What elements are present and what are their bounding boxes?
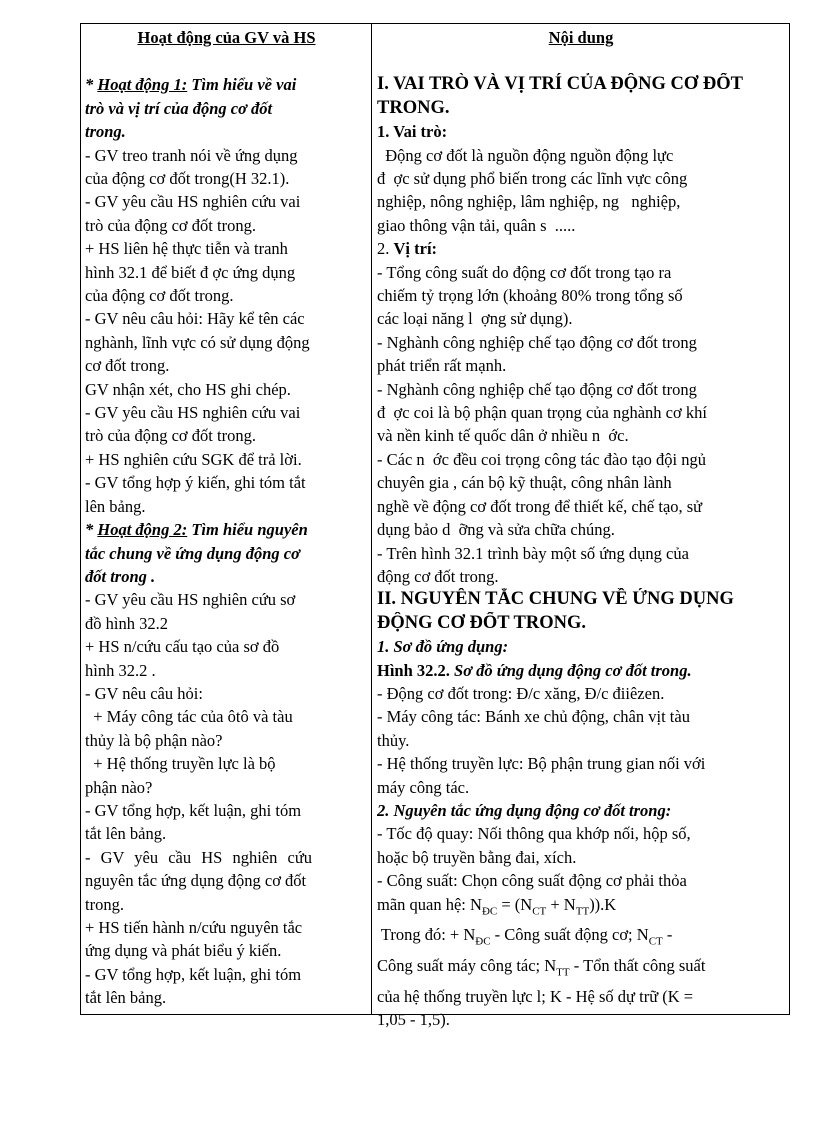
text-line: - GV nêu câu hỏi: (85, 683, 203, 703)
text-line: - GV yêu cầu HS nghiên cứu sơ (85, 590, 296, 610)
text-line: - GV yêu cầu HS nghiên cứu vai (85, 403, 301, 423)
text-line: + Máy công tác của ôtô và tàu (85, 707, 293, 727)
lesson-table (80, 23, 790, 1030)
text-line: lên bảng. (85, 496, 146, 516)
text-line: chiếm tỷ trọng lớn (khoảng 80% trong tổng số (377, 286, 683, 306)
text-line: đ ợc coi là bộ phận quan trọng của nghành cơ khí (377, 403, 707, 423)
text-line: trò của động cơ đốt trong. (85, 215, 256, 235)
right-column-header: Nội dung (548, 28, 614, 47)
subscript: TT (556, 966, 570, 979)
text-line: - Trên hình 32.1 trình bày một số ứng dụng của (377, 543, 689, 563)
activity-2-title-line: tắc chung về ứng dụng động cơ (85, 543, 300, 563)
text-line: nghề về động cơ đốt trong để thiết kế, chế tạo, sử (377, 496, 703, 516)
subscript: ĐC (481, 904, 498, 917)
legend-text: - Tổn thất công suất (569, 956, 706, 976)
legend-text: - (662, 925, 673, 945)
activity-1-heading (85, 73, 368, 96)
right-column (377, 26, 785, 1032)
legend-text: Công suất máy công tác; N (377, 956, 557, 976)
text-line: máy công tác. (377, 777, 470, 797)
text-line: trò của động cơ đốt trong. (85, 426, 256, 446)
text-line: - Động cơ đốt trong: Đ/c xăng, Đ/c điiêzen. (377, 683, 665, 703)
text-line: và nền kinh tế quốc dân ở nhiều n ớc. (377, 426, 629, 446)
text-line: hình 32.1 để biết đ ợc ứng dụng (85, 262, 296, 282)
text-line: GV nhận xét, cho HS ghi chép. (85, 379, 291, 399)
text-line: - GV tổng hợp, kết luận, ghi tóm (85, 800, 302, 820)
bullet-star: * (85, 520, 98, 540)
text-line: nguyên tắc ứng dụng động cơ đốt (85, 871, 307, 891)
text-line: của hệ thống truyền lực l; K - Hệ số dự trữ (K = (377, 986, 694, 1006)
text-line: - Hệ thống truyền lực: Bộ phận trung gian nối với (377, 754, 706, 774)
formula-legend-line (377, 923, 785, 954)
text-line: các loại năng l ợng sử dụng). (377, 309, 573, 329)
subsection-principle-heading: 2. Nguyên tắc ứng dụng động cơ đốt trong: (377, 800, 672, 820)
figure-title: Sơ đồ ứng dụng động cơ đốt trong. (449, 660, 692, 680)
activity-2-heading (85, 518, 368, 541)
activity-2-title: Tìm hiểu nguyên (187, 520, 308, 540)
text-line: ứng dụng và phát biểu ý kiến. (85, 941, 282, 961)
figure-label: Hình 32.2. (377, 660, 450, 680)
text-line: động cơ đốt trong. (377, 566, 499, 586)
text-line: thủy. (377, 730, 410, 750)
text-line: - Tổng công suất do động cơ đốt trong tạo ra (377, 262, 672, 282)
left-column (85, 26, 368, 1010)
text-line: hình 32.2 . (85, 660, 156, 680)
activity-2-label: Hoạt động 2: (97, 520, 188, 540)
text-line: - GV treo tranh nói về ứng dụng (85, 145, 298, 165)
text-line: 1,05 - 1,5). (377, 1010, 450, 1030)
text-line: cơ đốt trong. (85, 356, 170, 376)
activity-1-title-line: trò và vị trí của động cơ đốt (85, 98, 273, 118)
text-line: + HS liên hệ thực tiễn và tranh (85, 239, 288, 259)
bullet-star: * (85, 75, 98, 95)
text-line: trong. (85, 894, 124, 914)
text-line: của động cơ đốt trong. (85, 286, 234, 306)
text-line: đ ợc sử dụng phổ biến trong các lĩnh vực công (377, 169, 688, 189)
subsection-number: 2. (377, 239, 394, 259)
subscript: ĐC (475, 935, 491, 948)
subsection-title: Vị trí: (393, 239, 438, 259)
figure-caption (377, 659, 785, 682)
spacer (377, 50, 785, 73)
text-line: - Tốc độ quay: Nối thông qua khớp nối, hộp số, (377, 824, 691, 844)
text-line: - Máy công tác: Bánh xe chủ động, chân vịt tàu (377, 707, 690, 727)
formula-legend-line (377, 954, 785, 985)
power-formula (377, 893, 785, 924)
activity-1-label: Hoạt động 1: (97, 75, 188, 95)
text-line: - GV tổng hợp ý kiến, ghi tóm tắt (85, 473, 306, 493)
text-line: phát triển rất mạnh. (377, 356, 507, 376)
text-line: - Các n ớc đều coi trọng công tác đào tạo đội ngủ (377, 449, 707, 469)
text-line: + HS tiến hành n/cứu nguyên tắc (85, 918, 303, 938)
text-line: + HS nghiên cứu SGK để trả lời. (85, 449, 302, 469)
subscript: CT (532, 904, 547, 917)
text-line: của động cơ đốt trong(H 32.1). (85, 169, 290, 189)
text-line: đồ hình 32.2 (85, 613, 168, 633)
text-line: nghành, lĩnh vực có sử dụng động (85, 332, 310, 352)
formula-text: + N (546, 894, 576, 914)
text-line: dụng bảo d ỡng và sửa chữa chúng. (377, 520, 615, 540)
spacer (85, 50, 368, 73)
text-line: chuyên gia , cán bộ kỹ thuật, công nhân lành (377, 473, 672, 493)
activity-2-title-line: đốt trong . (85, 566, 156, 586)
section-2-title: II. NGUYÊN TẮC CHUNG VỀ ỨNG DỤNG (377, 589, 734, 610)
text-line: tắt lên bảng. (85, 988, 167, 1008)
section-1-title-line: TRONG. (377, 97, 450, 118)
legend-text: - Công suất động cơ; N (490, 925, 649, 945)
text-line: + Hệ thống truyền lực là bộ (85, 754, 276, 774)
text-line: - Công suất: Chọn công suất động cơ phải thỏa (377, 871, 687, 891)
text-line: nghiệp, nông nghiệp, lâm nghiệp, ng nghiệp, (377, 192, 681, 212)
left-column-header: Hoạt động của GV và HS (137, 28, 316, 47)
text-line: hoặc bộ truyền bằng đai, xích. (377, 847, 577, 867)
text-line: Động cơ đốt là nguồn động nguồn động lực (377, 145, 674, 165)
subscript: CT (648, 935, 663, 948)
text-line: + HS n/cứu cấu tạo của sơ đồ (85, 637, 280, 657)
text-line: - Nghành công nghiệp chế tạo động cơ đốt trong (377, 332, 697, 352)
subsection-position-heading (377, 237, 785, 260)
subscript: TT (575, 904, 590, 917)
text-line: - GV tổng hợp, kết luận, ghi tóm (85, 964, 302, 984)
formula-text: = (N (497, 894, 533, 914)
section-1-title: I. VAI TRÒ VÀ VỊ TRÍ CỦA ĐỘNG CƠ ĐỐT (377, 74, 743, 95)
activity-1-title-line: trong. (85, 122, 126, 142)
legend-text: Trong đó: + N (377, 925, 476, 945)
subsection-role-heading: 1. Vai trò: (377, 122, 448, 142)
subsection-diagram-heading: 1. Sơ đồ ứng dụng: (377, 637, 509, 657)
text-line: thủy là bộ phận nào? (85, 730, 223, 750)
section-2-title-line: ĐỘNG CƠ ĐỐT TRONG. (377, 612, 587, 633)
text-line: - GV yêu cầu HS nghiên cứu vai (85, 192, 301, 212)
text-line: - Nghành công nghiệp chế tạo động cơ đốt trong (377, 379, 697, 399)
activity-1-title: Tìm hiểu về vai (187, 75, 297, 95)
text-line: - GV nêu câu hỏi: Hãy kể tên các (85, 309, 305, 329)
column-divider (371, 24, 372, 1014)
text-line: tắt lên bảng. (85, 824, 167, 844)
formula-text: mãn quan hệ: N (377, 894, 482, 914)
text-line: giao thông vận tải, quân s ..... (377, 215, 576, 235)
formula-text: )).K (589, 894, 617, 914)
text-line: phận nào? (85, 777, 153, 797)
text-line: - GV yêu cầu HS nghiên cứu (85, 847, 313, 867)
